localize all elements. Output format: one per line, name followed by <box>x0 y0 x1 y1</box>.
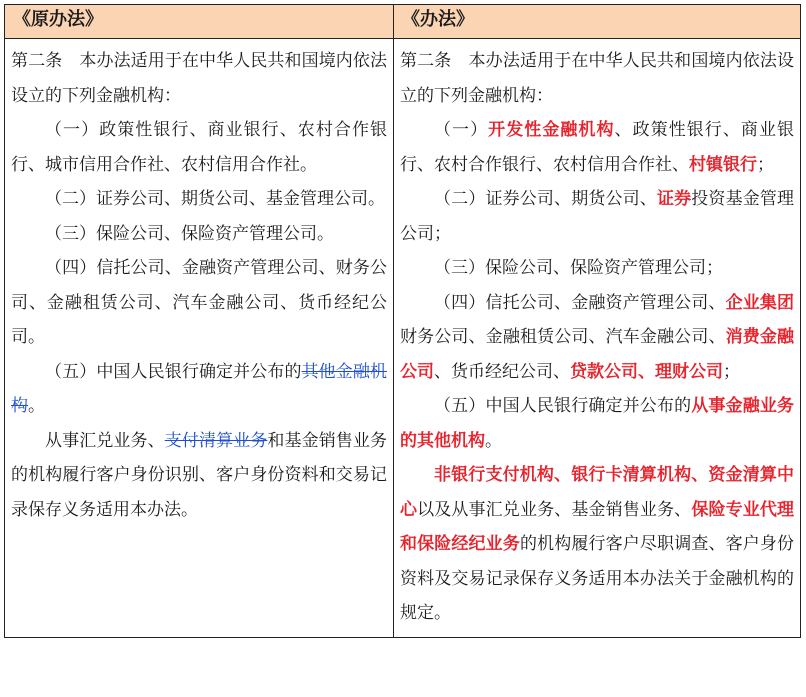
deleted-text: 支付清算业务 <box>164 430 268 451</box>
added-text: 企业集团 <box>725 292 795 313</box>
new-item-4-text: （四）信托公司、金融资产管理公司、 <box>434 292 726 313</box>
header-new-law: 《办法》 <box>394 5 801 39</box>
added-text: 从事金融业务的其他机构 <box>400 396 794 451</box>
old-item-1: （一）政策性银行、商业银行、农村合作银行、城市信用合作社、农村信用合作社。 <box>11 120 387 175</box>
comparison-table <box>4 4 801 638</box>
new-item-3: （三）保险公司、保险资产管理公司； <box>434 258 723 278</box>
old-law-cell <box>5 39 394 638</box>
new-item-4 <box>400 286 794 390</box>
new-item-2-text: （二）证券公司、期货公司、 <box>434 189 657 209</box>
old-item-5-end: 。 <box>28 396 45 416</box>
old-item-3: （三）保险公司、保险资产管理公司。 <box>45 223 334 244</box>
old-tail-end: 和基金销售业务的机构履行客户身份识别、客户身份资料和交易记录保存义务适用本办法。 <box>11 430 388 520</box>
old-item-5-text: （五）中国人民银行确定并公布的 <box>45 361 302 382</box>
new-law-cell <box>394 39 801 638</box>
new-article: 第二条 本办法适用于在中华人民共和国境内依法设立的下列金融机构： <box>400 51 794 106</box>
new-item-4-end: ； <box>723 361 740 382</box>
header-row <box>5 5 801 39</box>
new-item-2-end: 投资基金管理公司； <box>400 189 795 244</box>
old-tail <box>11 424 387 528</box>
added-text: 开发性金融机构 <box>488 120 615 140</box>
new-item-1-text: 、政策性银行、商业银行、农村合作银行、农村信用合作社、 <box>400 120 795 175</box>
new-tail <box>400 458 794 631</box>
new-item-5-text: （五）中国人民银行确定并公布的 <box>434 396 692 416</box>
old-item-2: （二）证券公司、期货公司、基金管理公司。 <box>45 189 385 209</box>
added-text: 村镇银行 <box>689 154 757 175</box>
new-item-5 <box>400 389 794 458</box>
new-item-1-end: ； <box>757 154 774 175</box>
deleted-text: 其他金融机构 <box>11 361 387 416</box>
new-item-4-text: 、货币经纪公司、 <box>434 361 570 382</box>
added-text: 贷款公司、理财公司 <box>570 361 723 382</box>
added-text: 证券 <box>656 189 692 209</box>
old-item-5 <box>11 355 387 424</box>
new-item-5-end: 。 <box>485 430 502 451</box>
added-text: 保险专业代理和保险经纪业务 <box>400 499 795 554</box>
old-item-4: （四）信托公司、金融资产管理公司、财务公司、金融租赁公司、汽车金融公司、货币经纪公司。 <box>11 258 387 347</box>
old-article: 第二条 本办法适用于在中华人民共和国境内依法设立的下列金融机构： <box>11 51 387 106</box>
header-old-law: 《原办法》 <box>5 5 394 39</box>
new-item-4-text: 财务公司、金融租赁公司、汽车金融公司、 <box>400 327 726 347</box>
new-item-1-text: （一） <box>434 120 489 140</box>
old-tail-text: 从事汇兑业务、 <box>45 430 165 451</box>
new-item-2 <box>400 182 794 251</box>
added-text: 消费金融公司 <box>400 327 795 382</box>
added-text: 非银行支付机构、银行卡清算机构、资金清算中心 <box>400 465 794 520</box>
new-item-1 <box>400 113 794 182</box>
new-tail-end: 的机构履行客户尽职调查、客户身份资料及交易记录保存义务适用本办法关于金融机构的规定。 <box>400 534 795 623</box>
content-row <box>5 39 801 638</box>
new-tail-text: 以及从事汇兑业务、基金销售业务、 <box>417 499 692 520</box>
